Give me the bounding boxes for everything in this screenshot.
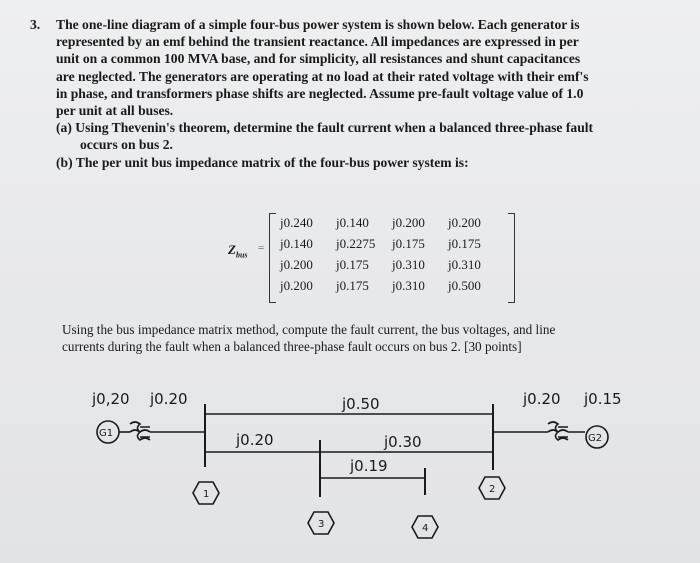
part-a: (a) Using Thevenin's theorem, determine the fault current when a balanced three-phase fault — [56, 120, 594, 136]
bus-1-number: 1 — [203, 489, 210, 500]
transformer-2-core — [558, 427, 568, 437]
t2-reactance-label: j0.20 — [523, 390, 561, 408]
line-1-2-label: j0.50 — [342, 395, 380, 413]
intro-line: are neglected. The generators are operating at no load at their rated voltage with their emf's — [56, 68, 589, 84]
g2-reactance-label: j0.15 — [584, 390, 622, 408]
g1-reactance-label: j0,20 — [92, 390, 130, 408]
instructions-line: currents during the fault when a balanced three-phase fault occurs on bus 2. [30 points] — [62, 339, 522, 354]
t1-reactance-label: j0.20 — [150, 390, 188, 408]
zbus-symbol: Z — [228, 242, 236, 257]
matrix-cell: j0.175 — [336, 278, 369, 293]
matrix-cell: j0.200 — [448, 215, 481, 230]
intro-line: represented by an emf behind the transient reactance. All impedances are expressed in per — [56, 34, 579, 50]
matrix-cell: j0.175 — [448, 236, 481, 251]
transformer-1-core — [140, 427, 150, 437]
intro-line: per unit at all buses. — [56, 103, 174, 119]
gen-2-label: G2 — [588, 433, 603, 444]
part-b: (b) The per unit bus impedance matrix of the four-bus power system is: — [56, 154, 469, 170]
bus-4-number: 4 — [422, 523, 429, 534]
matrix-cell: j0.2275 — [336, 236, 376, 251]
bus-3-number: 3 — [318, 519, 325, 530]
matrix-cell: j0.175 — [336, 257, 369, 272]
problem-number: 3. — [30, 17, 41, 32]
line-1-3-label: j0.20 — [236, 431, 274, 449]
instructions-line: Using the bus impedance matrix method, compute the fault current, the bus voltages, and line — [62, 322, 556, 337]
matrix-cell: j0.240 — [280, 215, 313, 230]
intro-line: The one-line diagram of a simple four-bus power system is shown below. Each generator is — [56, 17, 580, 32]
line-3-2-label: j0.30 — [384, 433, 422, 451]
matrix-cell: j0.310 — [392, 278, 425, 293]
matrix-cell: j0.175 — [392, 236, 425, 251]
matrix-cell: j0.200 — [392, 215, 425, 230]
matrix-cell: j0.200 — [280, 257, 313, 272]
matrix-cell: j0.500 — [448, 278, 481, 293]
matrix-cell: j0.310 — [392, 257, 425, 272]
intro-line: unit on a common 100 MVA base, and for simplicity, all resistances and shunt capacitances — [56, 51, 581, 67]
matrix-cell: j0.140 — [336, 215, 369, 230]
matrix-cell: j0.200 — [280, 278, 313, 293]
bus-2-number: 2 — [489, 484, 496, 495]
matrix-cell: j0.140 — [280, 236, 313, 251]
equals-sign: = — [258, 242, 265, 254]
intro-line: in phase, and transformers phase shifts are neglected. Assume pre-fault voltage value of 1.0 — [56, 85, 584, 101]
zbus-subscript: bus — [235, 250, 248, 260]
line-3-4-label: j0.19 — [350, 457, 388, 475]
gen-1-label: G1 — [99, 428, 114, 439]
part-a-cont: occurs on bus 2. — [80, 137, 173, 153]
matrix-cell: j0.310 — [448, 257, 481, 272]
